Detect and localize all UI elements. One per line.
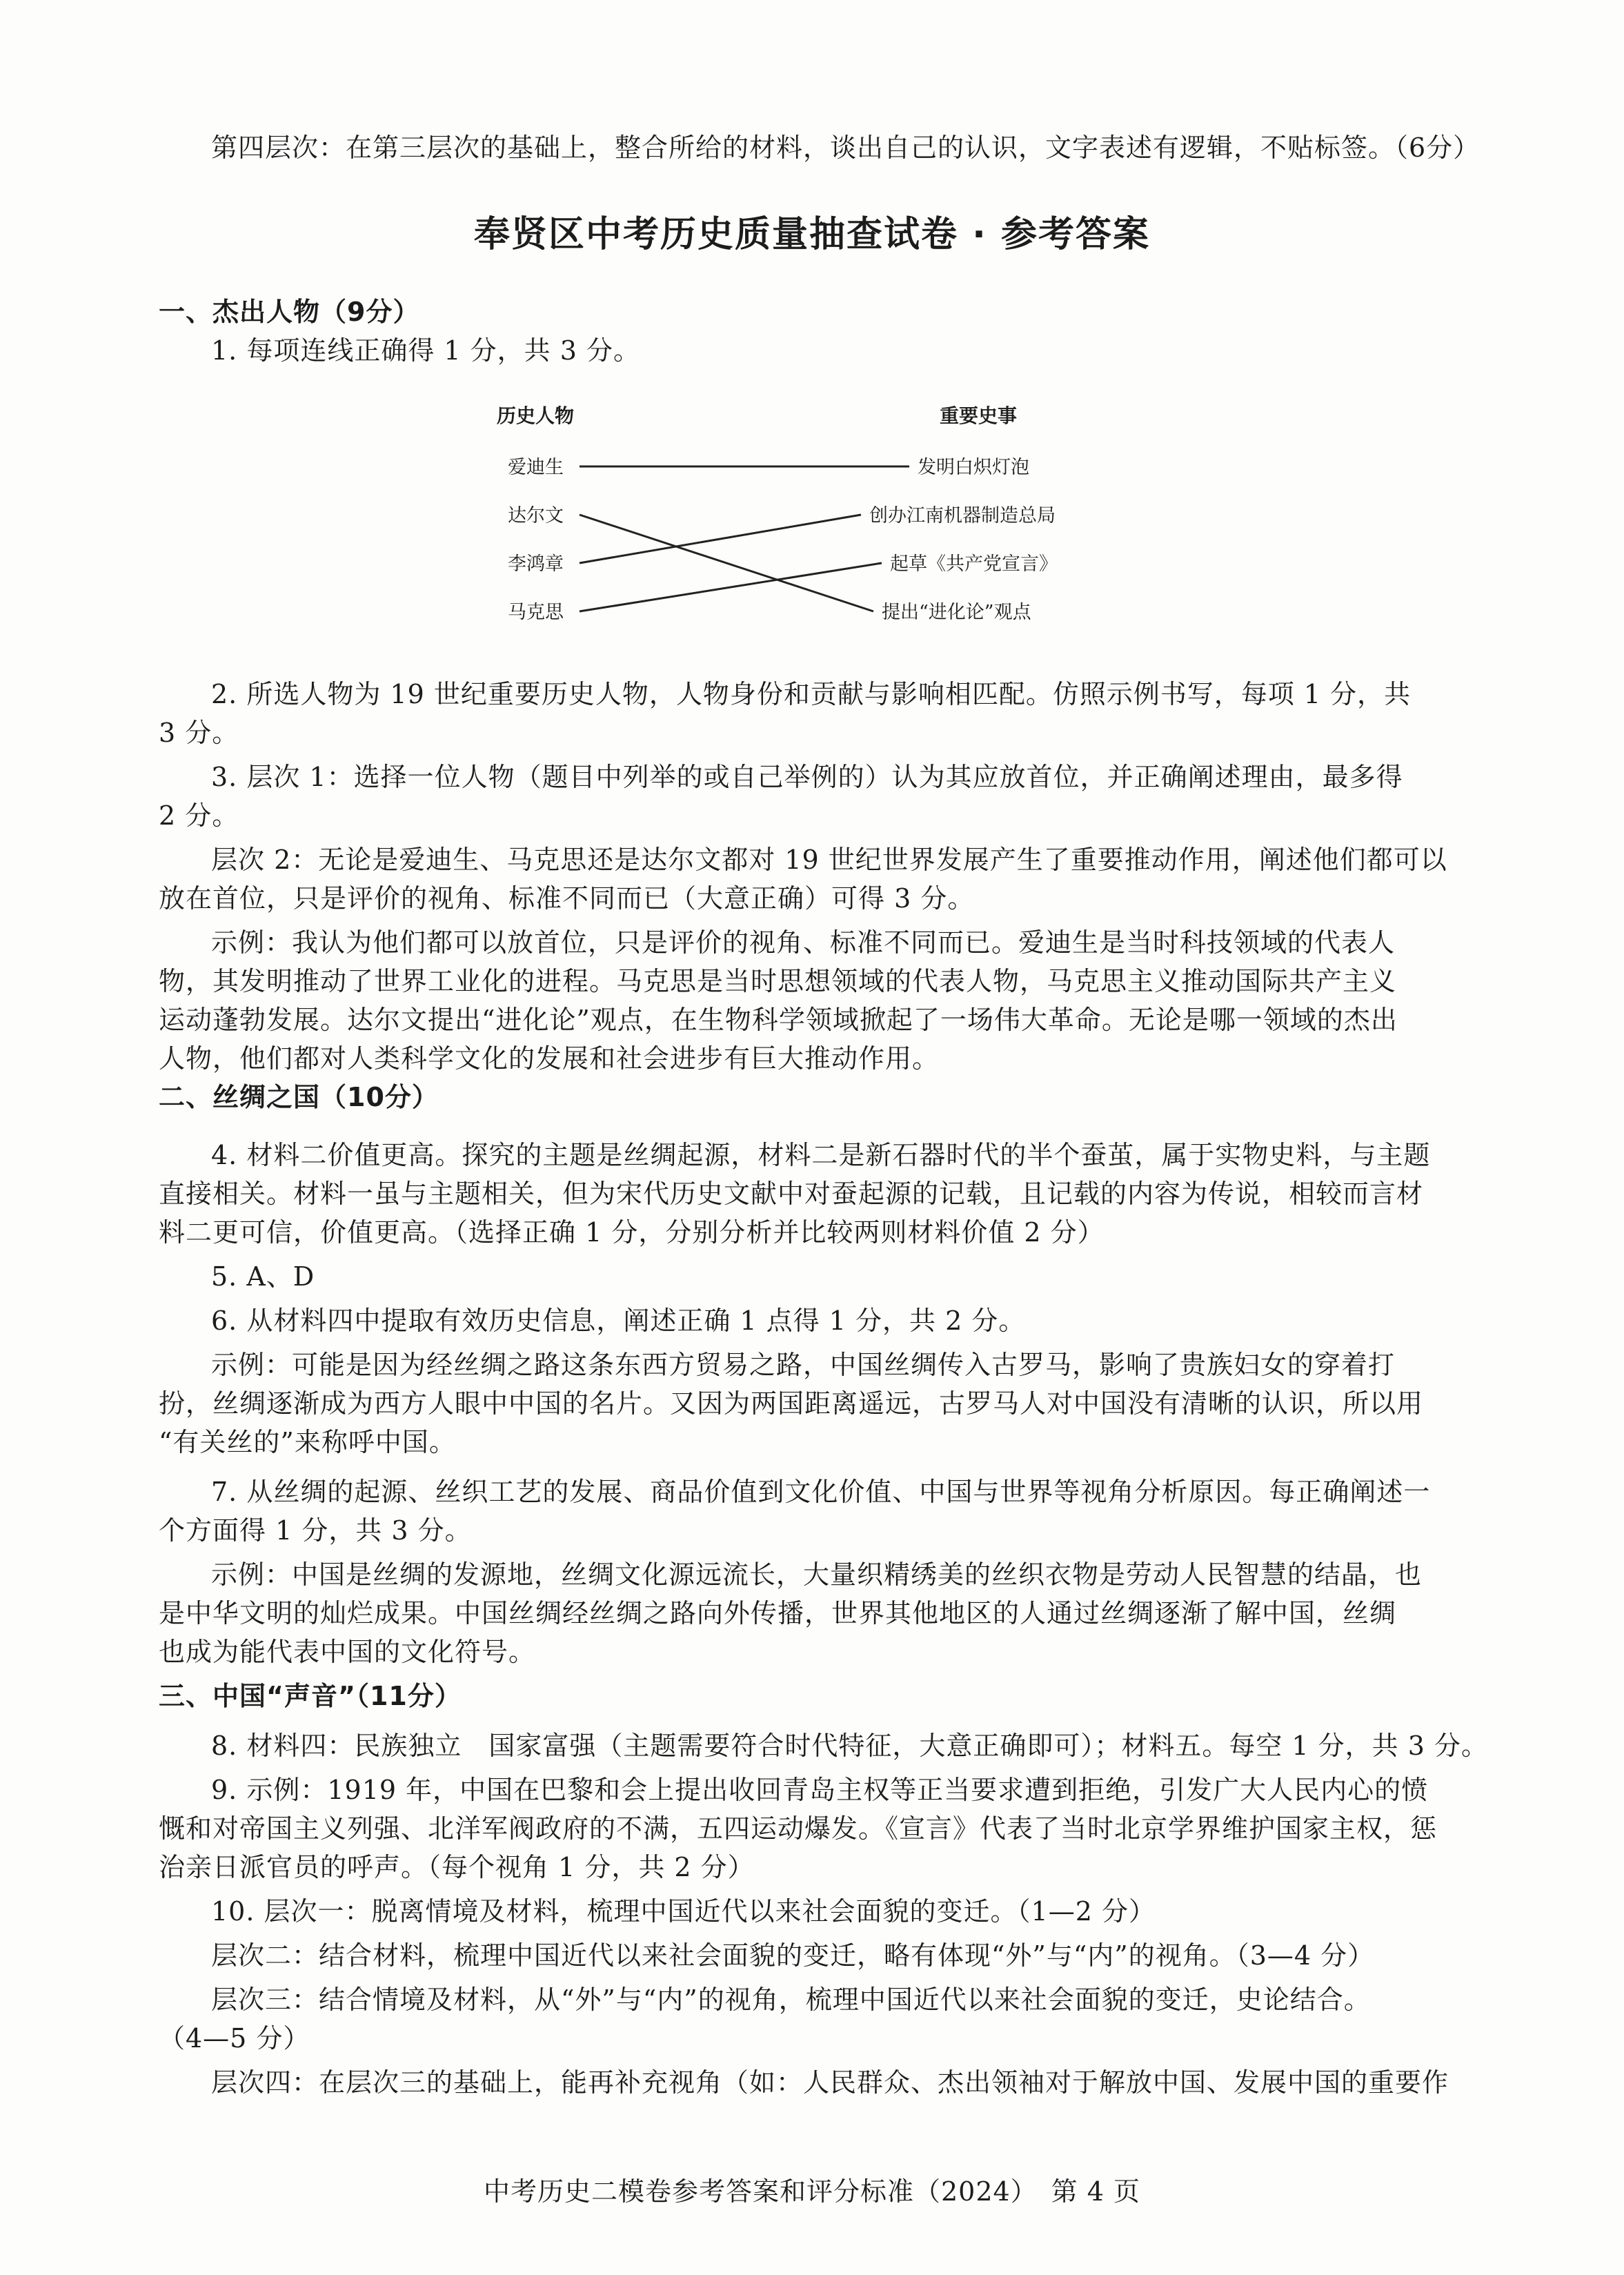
q10-line-1: 10. 层次一：脱离情境及材料，梳理中国近代以来社会面貌的变迁。（1—2 分） (211, 1896, 1156, 1927)
q4-line-2: 直接相关。材料一虽与主题相关，但为宋代历史文献中对蚕起源的记载，且记载的内容为传说，相较而言材 (159, 1179, 1424, 1209)
event-item: 提出“进化论”观点 (882, 602, 1031, 623)
level2-line-1: 层次 2：无论是爱迪生、马克思还是达尔文都对 19 世纪世界发展产生了重要推动作用，阐述他们都可以 (211, 845, 1447, 875)
diagram-left-header: 历史人物 (497, 404, 575, 427)
q4-line-1: 4. 材料二价值更高。探究的主题是丝绸起源，材料二是新石器时代的半个蚕茧，属于实物史料，与主题 (211, 1140, 1431, 1170)
q5-text: 5. A、D (211, 1261, 315, 1292)
q2-line-2: 3 分。 (159, 718, 239, 748)
q7-line-2: 个方面得 1 分，共 3 分。 (159, 1515, 472, 1546)
q9-line-1: 9. 示例：1919 年，中国在巴黎和会上提出收回青岛主权等正当要求遭到拒绝，引发广大人民内心的愤 (211, 1775, 1429, 1805)
event-item: 起草《共产党宣言》 (890, 553, 1058, 575)
connector-line (580, 515, 873, 611)
diagram-right-header: 重要史事 (940, 404, 1018, 427)
q6-text: 6. 从材料四中提取有效历史信息，阐述正确 1 点得 1 分，共 2 分。 (211, 1306, 1026, 1336)
matching-diagram (448, 400, 1138, 635)
page-title: 奉贤区中考历史质量抽查试卷 · 参考答案 (474, 214, 1150, 255)
q6-example-line-2: 扮，丝绸逐渐成为西方人眼中中国的名片。又因为两国距离遥远，古罗马人对中国没有清晰的认识，所以用 (159, 1388, 1424, 1419)
q7-line-1: 7. 从丝绸的起源、丝织工艺的发展、商品价值到文化价值、中国与世界等视角分析原因。每正确阐述一 (211, 1477, 1431, 1507)
q7-example-line-2: 是中华文明的灿烂成果。中国丝绸经丝绸之路向外传播，世界其他地区的人通过丝绸逐渐了解中国，丝绸 (159, 1598, 1397, 1628)
q4-line-3: 料二更可信，价值更高。（选择正确 1 分，分别分析并比较两则材料价值 2 分） (159, 1217, 1105, 1248)
q3-line-2: 2 分。 (159, 800, 239, 831)
q10-line-4: （4—5 分） (159, 2023, 310, 2054)
q7-example-line-3: 也成为能代表中国的文化符号。 (159, 1637, 536, 1667)
q9-line-2: 慨和对帝国主义列强、北洋军阀政府的不满，五四运动爆发。《宣言》代表了当时北京学界维护国家主权，惩 (159, 1813, 1438, 1844)
q1-text: 1. 每项连线正确得 1 分，共 3 分。 (211, 335, 641, 366)
example-line-1: 示例：我认为他们都可以放首位，只是评价的视角、标准不同而已。爱迪生是当时科技领域的代表人 (211, 927, 1396, 958)
level2-line-2: 放在首位，只是评价的视角、标准不同而已（大意正确）可得 3 分。 (159, 883, 975, 914)
person-item: 爱迪生 (508, 457, 564, 478)
q7-example-line-1: 示例：中国是丝绸的发源地，丝绸文化源远流长，大量织精绣美的丝织衣物是劳动人民智慧的结晶，也 (211, 1559, 1423, 1590)
connector-lines (580, 466, 909, 611)
example-line-2: 物，其发明推动了世界工业化的进程。马克思是当时思想领域的代表人物，马克思主义推动国际共产主义 (159, 966, 1397, 996)
section-1-heading: 一、杰出人物（9分） (159, 297, 420, 327)
q8-text: 8. 材料四：民族独立 国家富强（主题需要符合时代特征，大意正确即可）；材料五。每空 1 分，共 3 分。 (211, 1731, 1489, 1761)
event-item: 发明白炽灯泡 (918, 457, 1029, 478)
q10-line-2: 层次二：结合材料，梳理中国近代以来社会面貌的变迁，略有体现“外”与“内”的视角。（3—4 分） (211, 1940, 1375, 1971)
connector-line (580, 515, 861, 563)
person-item: 马克思 (508, 602, 564, 623)
connector-line (580, 563, 882, 611)
section-2-heading: 二、丝绸之国（10分） (159, 1082, 439, 1112)
q10-line-5: 层次四：在层次三的基础上，能再补充视角（如：人民群众、杰出领袖对于解放中国、发展中国的重要作 (211, 2067, 1449, 2098)
page-footer: 中考历史二模卷参考答案和评分标准（2024） 第 4 页 (483, 2176, 1141, 2207)
q6-example-line-3: “有关丝的”来称呼中国。 (159, 1427, 456, 1457)
example-line-4: 人物，他们都对人类科学文化的发展和社会进步有巨大推动作用。 (159, 1043, 940, 1074)
example-line-3: 运动蓬勃发展。达尔文提出“进化论”观点，在生物科学领域掀起了一场伟大革命。无论是哪一领域的杰出 (159, 1005, 1398, 1035)
q9-line-3: 治亲日派官员的呼声。（每个视角 1 分，共 2 分） (159, 1852, 755, 1882)
q10-line-3: 层次三：结合情境及材料，从“外”与“内”的视角，梳理中国近代以来社会面貌的变迁，史论结合。 (211, 1985, 1371, 2015)
person-item: 李鸿章 (508, 553, 564, 575)
q2-line-1: 2. 所选人物为 19 世纪重要历史人物，人物身份和贡献与影响相匹配。仿照示例书写，每项 1 分，共 (211, 679, 1412, 709)
event-item: 创办江南机器制造总局 (869, 505, 1056, 526)
top-line: 第四层次：在第三层次的基础上，整合所给的材料，谈出自己的认识，文字表述有逻辑，不贴标签。（6分） (211, 132, 1481, 163)
q6-example-line-1: 示例：可能是因为经丝绸之路这条东西方贸易之路，中国丝绸传入古罗马，影响了贵族妇女的穿着打 (211, 1350, 1396, 1380)
q3-line-1: 3. 层次 1：选择一位人物（题目中列举的或自己举例的）认为其应放首位，并正确阐述理由，最多得 (211, 762, 1403, 792)
section-3-heading: 三、中国“声音”（11分） (159, 1681, 462, 1711)
person-item: 达尔文 (508, 505, 564, 526)
